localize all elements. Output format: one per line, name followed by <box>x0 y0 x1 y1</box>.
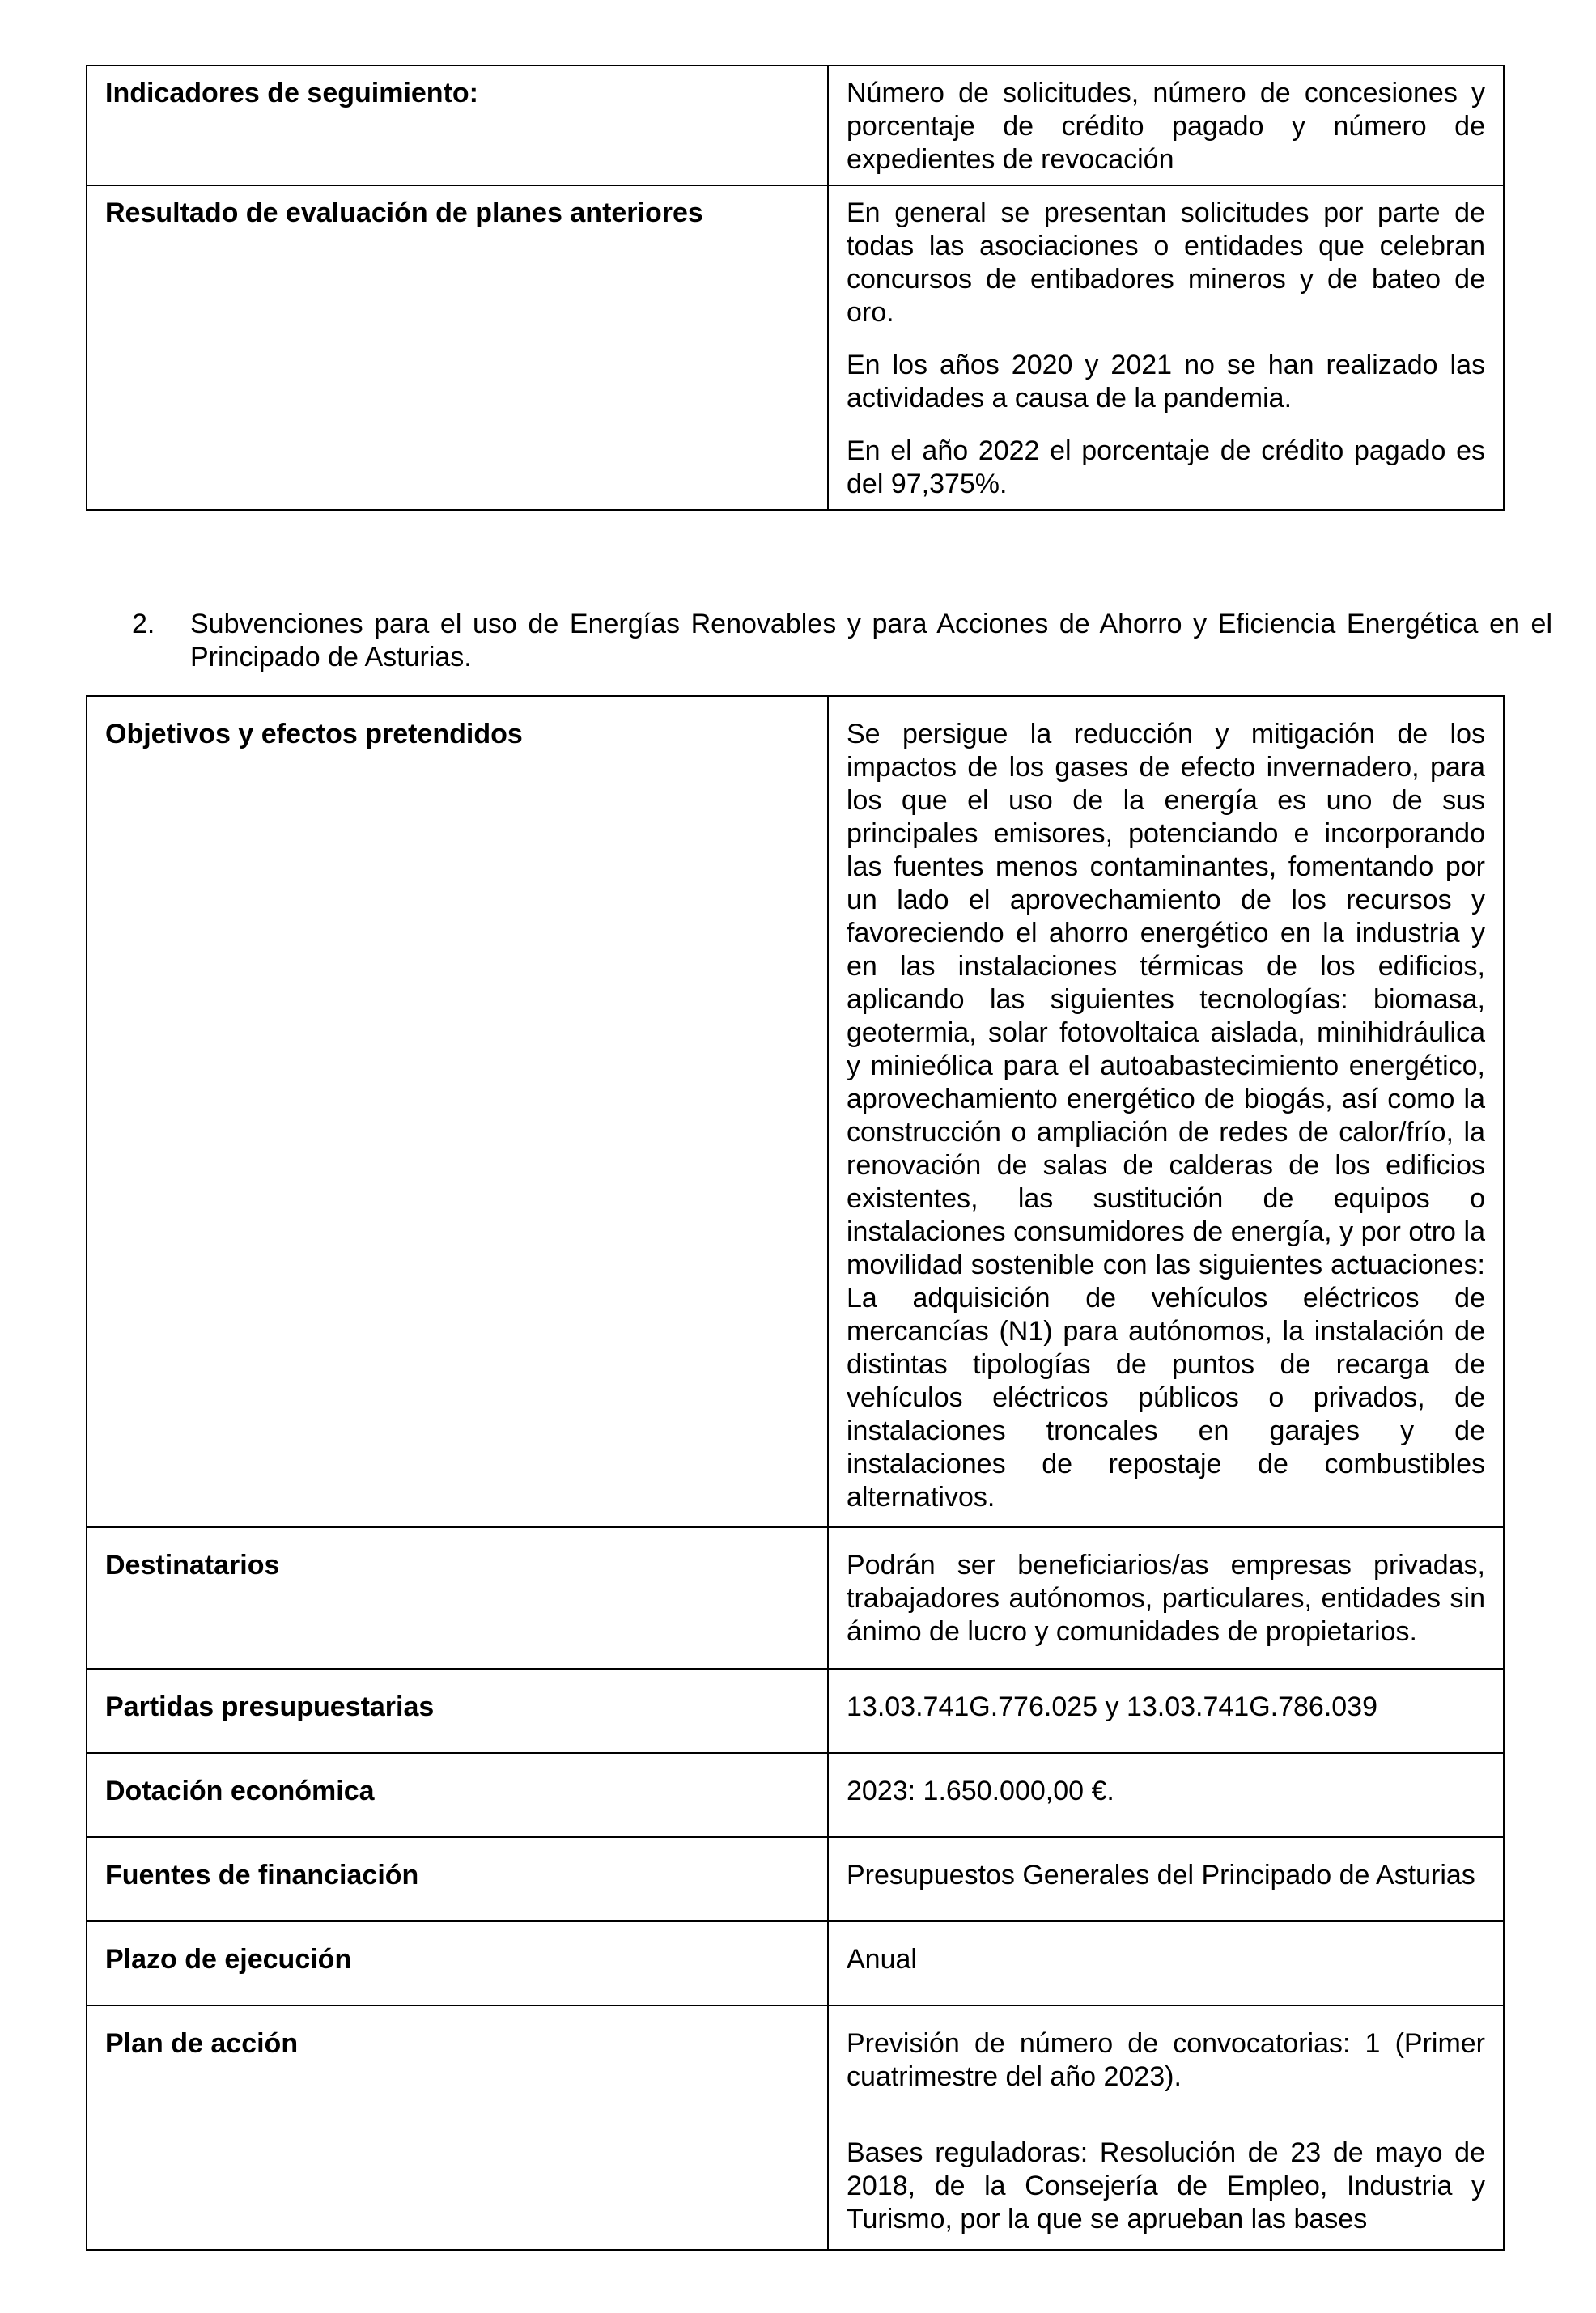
table-row <box>87 66 1504 185</box>
section-number: 2. <box>132 609 155 639</box>
grant-details-table <box>86 695 1505 2251</box>
row-value <box>828 1921 1504 2005</box>
tracking-table <box>86 65 1505 511</box>
table-row <box>87 1527 1504 1669</box>
row-value <box>828 1837 1504 1921</box>
row-label: Plan de acción <box>87 2005 828 2250</box>
table-row <box>87 2005 1504 2250</box>
row-value-text: Anual <box>847 1944 917 1975</box>
row-value-text: Bases reguladoras: Resolución de 23 de mayo de 2018, de la Consejería de Empleo, Industria y Turismo, por la que se aprueban las bases <box>847 2137 1485 2234</box>
row-label: Objetivos y efectos pretendidos <box>87 696 828 1527</box>
table-row <box>87 1753 1504 1837</box>
row-label: Fuentes de financiación <box>87 1837 828 1921</box>
row-value-text: Presupuestos Generales del Principado de Asturias <box>847 1860 1475 1891</box>
row-value <box>828 1753 1504 1837</box>
table-row <box>87 185 1504 510</box>
row-label: Indicadores de seguimiento: <box>87 66 828 185</box>
table-row <box>87 1921 1504 2005</box>
row-label: Partidas presupuestarias <box>87 1669 828 1753</box>
row-value <box>828 185 1504 510</box>
row-value-text: 2023: 1.650.000,00 €. <box>847 1776 1114 1806</box>
row-value-text: En los años 2020 y 2021 no se han realizado las actividades a causa de la pandemia. <box>847 350 1485 414</box>
row-value-text: En general se presentan solicitudes por parte de todas las asociaciones o entidades que celebran concursos de entibadores mineros y de bateo de oro. <box>847 197 1485 328</box>
row-value-text: Previsión de número de convocatorias: 1 (Primer cuatrimestre del año 2023). <box>847 2028 1485 2092</box>
row-value-text: Número de solicitudes, número de concesiones y porcentaje de crédito pagado y número de expedientes de revocación <box>847 78 1485 175</box>
row-value <box>828 2005 1504 2250</box>
table-row <box>87 1669 1504 1753</box>
row-value <box>828 1669 1504 1753</box>
row-label: Plazo de ejecución <box>87 1921 828 2005</box>
row-value-clip <box>847 2027 1485 2249</box>
row-value-text: 13.03.741G.776.025 y 13.03.741G.786.039 <box>847 1691 1377 1722</box>
row-value <box>828 1527 1504 1669</box>
row-value <box>828 66 1504 185</box>
table-row <box>87 1837 1504 1921</box>
row-value-text: En el año 2022 el porcentaje de crédito pagado es del 97,375%. <box>847 435 1485 499</box>
row-value-text: Se persigue la reducción y mitigación de los impactos de los gases de efecto invernadero, para los que el uso de la energía es uno de sus principales emisores, potenciando e incorporando las fuentes menos contaminantes, fomentando por un lado el aprovechamiento de los recursos y favoreciendo el ahorro energético en la industria y en las instalaciones térmicas de los edificios, aplicando las siguientes tecnologías: biomasa, geotermia, solar fotovoltaica aislada, minihidráulica y minieólica para el autoabastecimiento energético, aprovechamiento energético de biogás, así como la construcción o ampliación de redes de calor/frío, la renovación de salas de calderas de los edificios existentes, las sustitución de equipos o instalaciones consumidores de energía, y por otro la movilidad sostenible con las siguientes actuaciones: La adquisición de vehículos eléctricos de mercancías (N1) para autónomos, la instalación de distintas tipologías de puntos de recarga de vehículos eléctricos públicos o privados, de instalaciones troncales en garajes y de instalaciones de repostaje de combustibles alternativos. <box>847 719 1485 1513</box>
table-row <box>87 696 1504 1527</box>
row-value <box>828 696 1504 1527</box>
row-label: Destinatarios <box>87 1527 828 1669</box>
section-title: Subvenciones para el uso de Energías Renovables y para Acciones de Ahorro y Eficiencia Energética en el Principado de Asturias. <box>190 609 1552 673</box>
row-label: Dotación económica <box>87 1753 828 1837</box>
section-heading <box>132 608 1552 674</box>
row-value-text: Podrán ser beneficiarios/as empresas privadas, trabajadores autónomos, particulares, entidades sin ánimo de lucro y comunidades de propietarios. <box>847 1550 1485 1647</box>
row-label: Resultado de evaluación de planes anteriores <box>87 185 828 510</box>
